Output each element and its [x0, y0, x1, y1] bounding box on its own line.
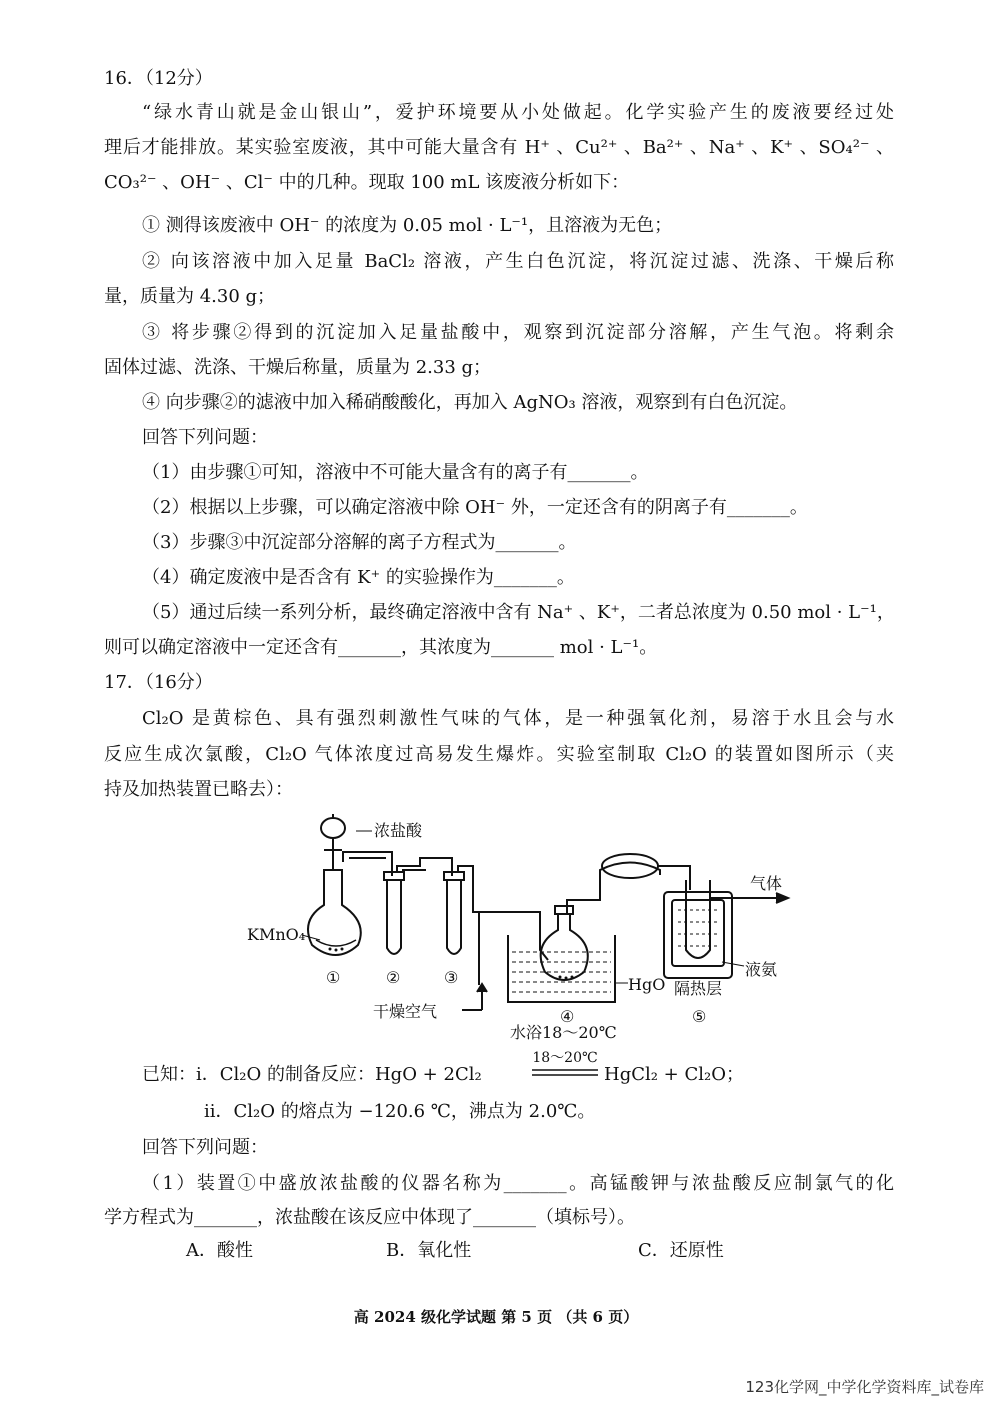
label-apparatus-3: ③ — [444, 968, 459, 987]
q16-step-2-cont: 量，质量为 4.30 g； — [104, 286, 276, 307]
q17-prompt: 回答下列问题： — [142, 1137, 268, 1158]
q16-intro-line-3: CO₃²⁻ 、OH⁻ 、Cl⁻ 中的几种。现取 100 mL 该废液分析如下： — [104, 172, 630, 193]
reaction-condition: 18～20℃ — [532, 1050, 598, 1066]
page-footer: 高 2024 级化学试题 第 5 页 （共 6 页） — [353, 1308, 639, 1326]
label-insulation: 隔热层 — [674, 979, 723, 998]
q16-question-4: （4）确定废液中是否含有 K⁺ 的实验操作为_______。 — [142, 567, 575, 588]
option-c: C．还原性 — [638, 1240, 724, 1261]
q16-question-5: （5）通过后续一系列分析，最终确定溶液中含有 Na⁺ 、K⁺，二者总浓度为 0.50 mol · L⁻¹， — [142, 602, 895, 623]
test-tube-3 — [447, 880, 461, 954]
known-prefix: 已知：ⅰ． — [142, 1064, 220, 1085]
watermark-text: 123化学网_中学化学资料库_试卷库 — [745, 1378, 984, 1396]
q17-intro-line-1: Cl₂O 是黄棕色、具有强烈刺激性气味的气体，是一种强氧化剂，易溶于水且会与水 — [142, 708, 894, 729]
q16-prompt: 回答下列问题： — [142, 427, 268, 448]
label-dry-air: 干燥空气 — [373, 1002, 438, 1021]
q16-intro-line-2: 理后才能排放。某实验室废液，其中可能大量含有 H⁺ 、Cu²⁺ 、Ba²⁺ 、Na⁺ 、K⁺ 、SO₄²⁻ 、 — [104, 137, 894, 158]
q16-question-1: （1）由步骤①可知，溶液中不可能大量含有的离子有_______。 — [142, 462, 649, 483]
q16-step-4: ④ 向步骤②的滤液中加入稀硝酸酸化，再加入 AgNO₃ 溶液，观察到有白色沉淀。 — [142, 392, 798, 413]
known-1-left: Cl₂O 的制备反应：HgO + 2Cl₂ — [219, 1064, 482, 1085]
q17-question-1: （1）装置①中盛放浓盐酸的仪器名称为_______。高锰酸钾与浓盐酸反应制氯气的化 — [142, 1173, 894, 1194]
known-1-right: HgCl₂ + Cl₂O； — [604, 1064, 744, 1085]
q16-step-1: ① 测得该废液中 OH⁻ 的浓度为 0.05 mol · L⁻¹，且溶液为无色； — [142, 215, 673, 236]
label-apparatus-2: ② — [386, 968, 401, 987]
q17-intro-line-2: 反应生成次氯酸，Cl₂O 气体浓度过高易发生爆炸。实验室制取 Cl₂O 的装置如图所示（夹 — [104, 744, 894, 765]
label-kmno4: KMnO₄ — [247, 925, 306, 944]
q16-intro-line-1: “绿水青山就是金山银山”，爱护环境要从小处做起。化学实验产生的废液要经过处 — [142, 102, 894, 123]
label-apparatus-5: ⑤ — [692, 1007, 707, 1026]
q16-step-3: ③ 将步骤②得到的沉淀加入足量盐酸中，观察到沉淀部分溶解，产生气泡。将剩余 — [142, 322, 894, 343]
label-concentrated-hcl: 浓盐酸 — [374, 821, 423, 840]
label-hgo: HgO — [628, 975, 666, 994]
q16-step-2: ② 向该溶液中加入足量 BaCl₂ 溶液，产生白色沉淀，将沉淀过滤、洗涤、干燥后称 — [142, 251, 894, 272]
q16-question-3: （3）步骤③中沉淀部分溶解的离子方程式为_______。 — [142, 532, 577, 553]
known-2: ⅱ．Cl₂O 的熔点为 −120.6 ℃，沸点为 2.0℃。 — [204, 1101, 596, 1122]
label-apparatus-1: ① — [326, 968, 341, 987]
label-apparatus-4: ④ — [560, 1007, 575, 1026]
q16-header: 16．（12分） — [104, 68, 213, 89]
label-water-bath: 水浴18～20℃ — [510, 1023, 617, 1042]
option-a: A．酸性 — [186, 1240, 253, 1261]
q16-step-3-cont: 固体过滤、洗涤、干燥后称量，质量为 2.33 g； — [104, 357, 492, 378]
label-gas: 气体 — [750, 874, 783, 893]
q17-header: 17．（16分） — [104, 672, 213, 693]
test-tube-2 — [387, 880, 401, 954]
separatory-funnel — [321, 818, 345, 838]
q17-intro-line-3: 持及加热装置已略去）： — [104, 779, 293, 800]
label-liquid-ammonia: 液氨 — [745, 960, 778, 979]
q16-question-2: （2）根据以上步骤，可以确定溶液中除 OH⁻ 外，一定还含有的阴离子有_______。 — [142, 497, 808, 518]
option-b: B．氧化性 — [386, 1240, 472, 1261]
equilibrium-double-line — [532, 1068, 600, 1078]
q17-question-1-cont: 学方程式为_______，浓盐酸在该反应中体现了_______（填标号）。 — [104, 1207, 635, 1228]
q16-question-5-cont: 则可以确定溶液中一定还含有_______，其浓度为_______ mol · L⁻¹。 — [104, 637, 658, 658]
reaction-flask — [541, 914, 588, 980]
